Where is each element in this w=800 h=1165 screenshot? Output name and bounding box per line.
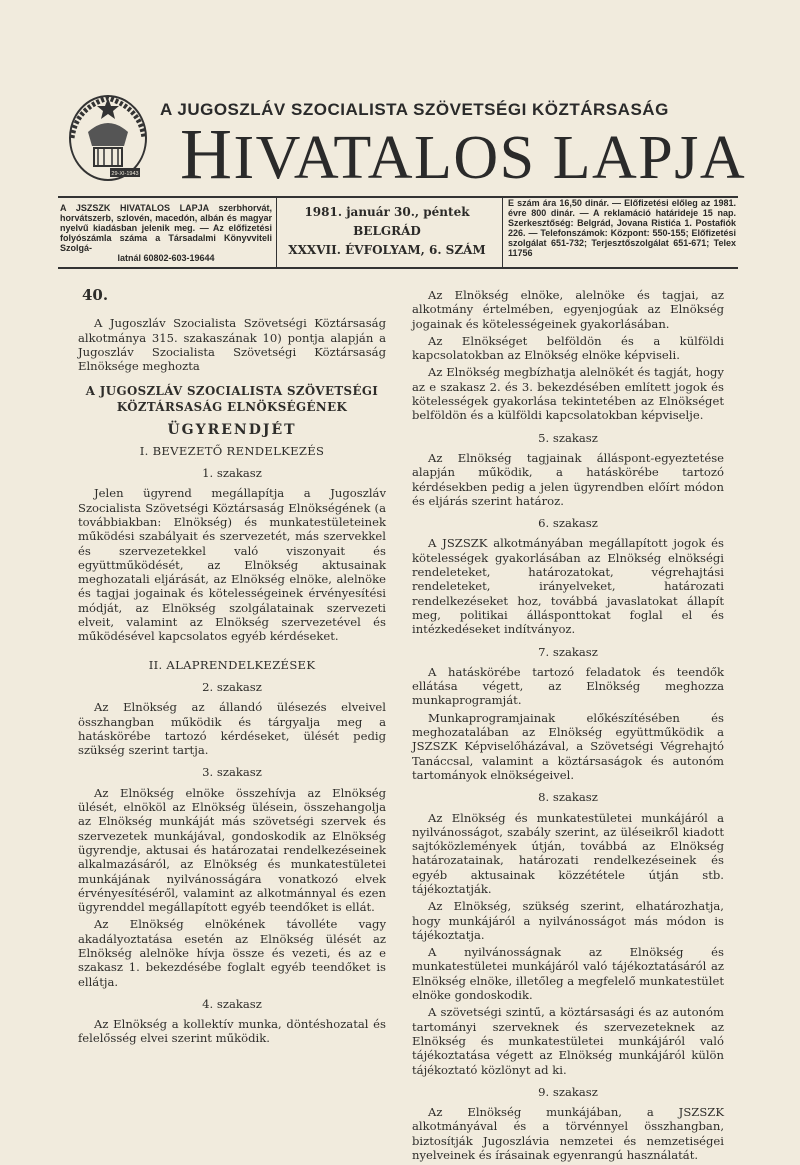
issue-info: [282, 203, 492, 260]
subscription-text: A JSZSZK HIVATALOS LAPJA szerbhorvát, horvátszerb, szlovén, macedón, albán és magyar nyelvű kiadásban jelenik meg. — Az előfizetési folyószámla száma a Társadalmi Könyvviteli Szolgá-: [60, 203, 272, 253]
issuer-heading: A JUGOSZLÁV SZOCIALISTA SZÖVETSÉGI KÖZTÁRSASÁG ELNÖKSÉGÉNEK: [85, 384, 379, 415]
right-column: [412, 288, 724, 1165]
paragraph: Az Elnökség elnöke összehívja az Elnökség ülését, elnököl az Elnökség ülésein, összehangolja az Elnökség munkáját más szövetségi szervek és szervezetek munkájával, gondoskodik az Elnökség ügyrendje, aktusai és határozatai rendelkezéseinek alkalmazásáról, az Elnökség és munkatestületei munkájának nyilvánosságára vonatkozó elvek érvényesítéséről, valamint az alkotmánnyal és ezen ügyrenddel megállapított egyéb teendőket is ellát.: [78, 785, 386, 915]
masthead: [0, 0, 800, 200]
title-initial: H: [180, 114, 234, 194]
paragraph: Az Elnökség tagjainak álláspont-egyeztetése alapján működik, a hatáskörébe tartozó kérdésekben pedig a jelen ügyrendben előírt módon és eljárás szerint határoz.: [412, 450, 724, 508]
paragraph: A szövetségi szintű, a köztársasági és az autonóm tartományi szerveknek és szervezeteknek az Elnökség és munkatestületei munkájáról való tájékoztatása végett az Elnökség munkájáról külön tájékoztató közlönyt ad ki.: [412, 1005, 724, 1077]
emblem-date: 29-XI-1943: [111, 171, 139, 177]
paragraph: Az Elnökség elnökének távolléte vagy akadályoztatása esetén az Elnökség ülését az Elnökség alelnöke hívja össze és vezeti, és az e szakasz 1. bekezdésébe foglalt egyéb teendőket is ellátja.: [78, 917, 386, 989]
chapter-heading: II. ALAPRENDELKEZÉSEK: [148, 657, 316, 672]
paragraph: Az Elnökség elnöke, alelnöke és tagjai, az alkotmány értelmében, egyenjogúak az Elnökség jogainak és kötelességeinek gyakorlásában.: [412, 288, 724, 331]
bottom-rule: [58, 267, 738, 269]
document-title: ÜGYRENDJÉT: [167, 422, 297, 439]
divider-right: [502, 198, 503, 267]
paragraph: Az Elnökség a kollektív munka, döntéshozatal és felelősség elvei szerint működik.: [78, 1017, 386, 1046]
paragraph: A hatáskörébe tartozó feladatok és teendők ellátása végett, az Elnökség meghozza munkaprogramját.: [412, 664, 724, 708]
subscription-info: [60, 203, 272, 263]
paragraph: Az Elnökség, szükség szerint, elhatározhatja, hogy munkájáról a nyilvánosságot más módon is tájékoztatja.: [412, 899, 724, 942]
state-emblem-icon: [64, 92, 152, 188]
divider-left: [276, 198, 277, 267]
paragraph: Munkaprogramjainak előkészítésében és meghozatalában az Elnökség együttműködik a JSZSZK Képviselőházával, a Szövetségi Végrehajtó Tanáccsal, valamint a köztársaságok és autonóm tartományok elnökségeivel.: [412, 710, 724, 782]
paragraph: Az Elnökség és munkatestületei munkájáról a nyilvánosságot, szabály szerint, az üléseikről kiadott sajtóközlemények útján, továbbá az Elnökség határozatainak, határozati rendelkezéseinek és egyéb aktusainak közzététele útján stb. tájékoztatják.: [412, 810, 724, 896]
section-heading: 9. szakasz: [538, 1084, 598, 1099]
publisher-line: A JUGOSZLÁV SZOCIALISTA SZÖVETSÉGI KÖZTÁRSASÁG: [160, 100, 669, 119]
paragraph: A nyilvánosságnak az Elnökség és munkatestületei munkájáról való tájékoztatásáról az Elnökség elnöke, illetőleg a megfelelő munkatestület elnöke gondoskodik.: [412, 945, 724, 1003]
paragraph: A JSZSZK alkotmányában megállapított jogok és kötelességek gyakorlásában az Elnökség elnökségi rendeleteket, határozatokat, végrehajtási rendeleteket, irányelveket, határozati rendelkezéseket hoz, továbbá javaslatokat állapít meg, politikai állásponttokat foglal el és intézkedéseket indítványoz.: [412, 536, 724, 637]
document-number: 40.: [82, 286, 109, 304]
paragraph: Az Elnökség munkájában, a JSZSZK alkotmányával és a törvénnyel összhangban, biztosítják Jugoszlávia nemzetei és nemzetiségei nyelveinek és írásainak egyenrangú használatát.: [412, 1105, 724, 1163]
left-column: [78, 288, 386, 1049]
paragraph: Az Elnökség megbízhatja alelnökét és tagját, hogy az e szakasz 2. és 3. bekezdésében említett jogok és kötelességek gyakorlása tekintetében az Elnökséget belföldön és a külföldi kapcsolatokban képviselje.: [412, 365, 724, 423]
issue-volume: XXXVII. ÉVFOLYAM, 6. SZÁM: [288, 243, 486, 257]
newspaper-title: [180, 114, 747, 194]
section-heading: 5. szakasz: [538, 430, 598, 445]
chapter-heading: I. BEVEZETŐ RENDELKEZÉS: [139, 443, 325, 458]
intro-paragraph: A Jugoszláv Szocialista Szövetségi Köztársaság alkotmánya 315. szakaszának 10) pontja alapján a Jugoszláv Szocialista Szövetségi Köztársaság Elnöksége meghozta: [78, 316, 386, 374]
section-heading: 4. szakasz: [202, 996, 262, 1011]
section-heading: 2. szakasz: [202, 679, 262, 694]
section-heading: 3. szakasz: [202, 765, 262, 780]
section-heading: 8. szakasz: [538, 790, 598, 805]
section-heading: 7. szakasz: [538, 644, 598, 659]
section-heading: 1. szakasz: [202, 466, 262, 481]
paragraph: Az Elnökség az állandó ülésezés elveivel összhangban működik és tárgyalja meg a hatáskörébe tartozó kérdéseket, ülését pedig szükség szerint tartja.: [78, 700, 386, 758]
paragraph: Az Elnökséget belföldön és a külföldi kapcsolatokban az Elnökség elnöke képviseli.: [412, 333, 724, 363]
account-number: latnál 60802-603-19644: [117, 253, 215, 263]
issue-date: 1981. január 30., péntek: [304, 205, 470, 219]
title-rest: IVATALOS LAPJA: [233, 124, 747, 192]
price-contact-info: E szám ára 16,50 dinár. — Előfizetési előleg az 1981. évre 800 dinár. — A reklamáció határideje 15 nap. Szerkesztőség: Belgrád, Jovana Ristića 1. Postafiók 226. — Telefonszámok: Központ: 550-155; Előfizetési szolgálat 651-732; Terjesztőszolgálat 651-671; Telex 11756: [508, 198, 736, 258]
issue-city: BELGRÁD: [353, 224, 421, 238]
section-heading: 6. szakasz: [538, 516, 598, 531]
paragraph: Jelen ügyrend megállapítja a Jugoszláv Szocialista Szövetségi Köztársaság Elnökségének (a továbbiakban: Elnökség) és munkatestületeinek működési szabályait és szervezetét, más szervekkel és szervezetekkel való viszonyait és együttműködését, az Elnökség aktusainak meghozatali eljárását, az Elnökség elnöke, alelnöke és tagjai jogainak és kötelességeinek érvényesítési módját, az Elnökség szolgálatainak szervezeti elveit, valamint az Elnökség szervezetével és működésével kapcsolatos egyéb kérdéseket.: [78, 486, 386, 644]
